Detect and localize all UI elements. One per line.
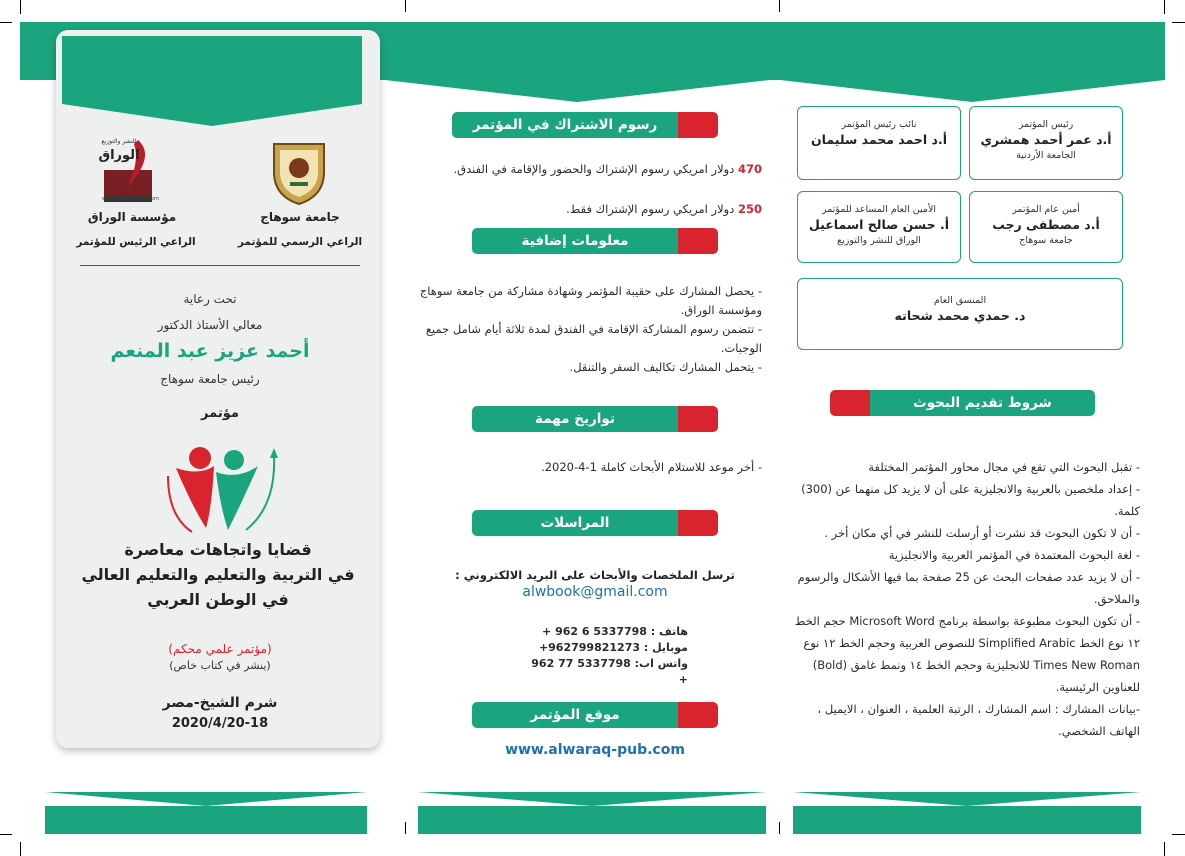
contact-header-tab <box>678 510 718 536</box>
fees-header-label: رسوم الاشتراك في المؤتمر <box>452 112 678 138</box>
contact-header-label: المراسلات <box>472 510 678 536</box>
submission-rule: - أن لا تكون البحوث قد نشرت أو أرسلت للنشر في أي مكان أخر . <box>824 526 1140 540</box>
waraq-sponsor-role: الراعي الرئيس للمؤتمر <box>76 236 196 248</box>
submission-rule: - تقبل البحوث التي تقع في مجال محاور المؤتمر المختلفة <box>868 460 1140 474</box>
top-band-notch <box>780 80 1165 102</box>
submission-header-label: شروط تقديم البحوث <box>870 390 1095 416</box>
submission-rule: - أن تكون البحوث مطبوعة بواسطة برنامج Microsoft Word حجم الخط ١٢ نوع الخط Simplified Arabic للنصوص العربية وحجم الخط ١٢ نوع Times New Roman للانجليزية وحجم الخط ١٤ ونمط غامق (Bold) للعناوين الرئيسية. <box>794 614 1140 694</box>
secretary-box <box>969 191 1123 263</box>
sohag-university-logo <box>270 138 328 206</box>
contact-email[interactable]: alwbook@gmail.com <box>522 584 668 600</box>
fees-line-1 <box>440 160 762 179</box>
fees-amount-250: 250 <box>737 202 762 216</box>
president-name: أ.د عمر أحمد همشري <box>980 132 1112 147</box>
bottom-band-cutout <box>793 792 1141 806</box>
cover-divider <box>80 265 360 266</box>
fees-header-tab <box>678 112 718 138</box>
crop-mark <box>1172 834 1185 835</box>
sohag-sponsor-name: جامعة سوهاج <box>260 210 340 224</box>
submission-rule: - لغة البحوث المعتمدة في المؤتمر العربية والانجليزية <box>888 548 1140 562</box>
fees-text-1: دولار امريكي رسوم الإشتراك والحضور والإقامة في الفندق. <box>453 162 738 176</box>
published-note: (ينشر في كتاب خاص) <box>169 659 271 672</box>
crop-mark <box>20 842 21 856</box>
dates-header-tab <box>678 406 718 432</box>
patronage-under: تحت رعاية <box>183 292 237 306</box>
submission-rule: - إعداد ملخصين بالعربية والانجليزية على أن لا يزيد كل منهما عن (300) كلمة. <box>801 482 1140 518</box>
patron-title: رئيس جامعة سوهاج <box>160 372 260 386</box>
submission-rules <box>790 456 1140 742</box>
vice-president-name: أ.د احمد محمد سليمان <box>811 132 947 147</box>
fees-amount-470: 470 <box>737 162 762 176</box>
crop-mark <box>1164 0 1165 14</box>
extra-info-item: - يحصل المشارك على حقيبة المؤتمر وشهادة مشاركة من جامعة سوهاج ومؤسسة الوراق. <box>419 284 762 317</box>
dates-header-label: تواريخ مهمة <box>472 406 678 432</box>
extra-info-header-label: معلومات إضافية <box>472 228 678 254</box>
conference-location: شرم الشيخ-مصر <box>162 695 278 711</box>
crop-mark <box>0 22 12 23</box>
president-box <box>969 106 1123 180</box>
contact-intro: ترسل الملخصات والأبحاث على البريد الالكتروني : <box>455 568 735 582</box>
assistant-secretary-org: الوراق للنشر والتوزيع <box>837 235 921 246</box>
fees-text-2: دولار امريكي رسوم الإشتراك فقط. <box>566 202 738 216</box>
coordinator-name: د. حمدي محمد شحاته <box>894 308 1026 323</box>
vice-president-role: نائب رئيس المؤتمر <box>841 119 917 130</box>
assistant-secretary-name: أ. حسن صالح اسماعيل <box>809 217 949 232</box>
extra-info-item: - يتحمل المشارك تكاليف السفر والتنقل. <box>569 360 762 374</box>
conference-logo <box>162 436 280 536</box>
patronage-honorific: معالي الأستاذ الدكتور <box>157 318 263 332</box>
website-header-label: موقع المؤتمر <box>472 702 678 728</box>
sohag-sponsor-role: الراعي الرسمي للمؤتمر <box>237 236 363 248</box>
vice-president-box <box>797 106 961 180</box>
submission-header-tab <box>830 390 870 416</box>
conference-label: مؤتمر <box>201 406 239 421</box>
crop-mark <box>1164 842 1165 856</box>
assistant-secretary-box <box>797 191 961 263</box>
crop-mark <box>0 834 12 835</box>
secretary-role: أمين عام المؤتمر <box>1012 204 1080 215</box>
patron-name: أحمد عزيز عبد المنعم <box>110 340 310 362</box>
conference-title-line1: قضايا واتجاهات معاصرة <box>124 540 312 559</box>
coordinator-role: المنسق العام <box>933 295 987 306</box>
waraq-logo-small: للنشر والتوزيع <box>101 138 137 145</box>
website-header-tab <box>678 702 718 728</box>
contact-mobile: موبايل : 962799821273+ <box>538 641 688 654</box>
contact-header <box>472 510 718 536</box>
secretary-name: أ.د مصطفى رجب <box>992 217 1100 232</box>
fold-mark <box>779 0 780 12</box>
crop-mark <box>1172 22 1185 23</box>
website-header <box>472 702 718 728</box>
extra-info-header <box>472 228 718 254</box>
cover-header-notch <box>62 104 362 126</box>
waraq-logo-text: الوراق <box>98 148 140 163</box>
top-band-notch <box>385 80 770 102</box>
crop-mark <box>20 0 21 14</box>
bottom-band-cutout <box>418 792 766 806</box>
secretary-org: جامعة سوهاج <box>1019 235 1073 246</box>
extra-info-item: - تتضمن رسوم المشاركة الإقامة في الفندق لمدة ثلاثة أيام شامل جميع الوجبات. <box>425 322 762 355</box>
submission-rule: -بيانات المشارك : اسم المشارك ، الرتبة العلمية ، العنوان ، الايميل ، الهاتف الشخصي. <box>817 702 1140 738</box>
waraq-logo-url: www.alwaraq-pub.com <box>102 196 159 202</box>
dates-item: - أخر موعد للاستلام الأبحاث كاملة 1-4-2020. <box>541 460 762 474</box>
coordinator-box <box>797 278 1123 350</box>
fold-mark <box>405 822 406 834</box>
contact-phone: هاتف : 5337798 6 962 + <box>542 625 688 638</box>
fees-line-2 <box>440 200 762 219</box>
assistant-secretary-role: الأمين العام المساعد للمؤتمر <box>821 204 937 215</box>
waraq-sponsor-name: مؤسسة الوراق <box>87 210 177 224</box>
fees-header <box>452 112 718 138</box>
website-url[interactable]: www.alwaraq-pub.com <box>505 742 685 758</box>
president-org: الجامعة الأردنية <box>1016 150 1076 161</box>
cover-header-band <box>62 36 362 104</box>
submission-rule: - أن لا يزيد عدد صفحات البحث عن 25 صفحة بما فيها الأشكال والرسوم والملاحق. <box>797 570 1140 606</box>
contact-whatsapp: واتس اب: 5337798 77 962 + <box>531 657 688 686</box>
extra-info-header-tab <box>678 228 718 254</box>
conference-title-line2: في التربية والتعليم والتعليم العالي <box>81 565 355 584</box>
bottom-band-cutout <box>45 792 367 806</box>
dates-header <box>472 406 718 432</box>
president-role: رئيس المؤتمر <box>1018 119 1074 130</box>
fold-mark <box>405 0 406 12</box>
fold-mark <box>779 822 780 834</box>
refereed-note: (مؤتمر علمي محكم) <box>168 642 272 656</box>
conference-date: 2020/4/20-18 <box>171 716 269 731</box>
conference-title-line3: في الوطن العربي <box>147 590 289 609</box>
submission-header <box>830 390 1095 416</box>
